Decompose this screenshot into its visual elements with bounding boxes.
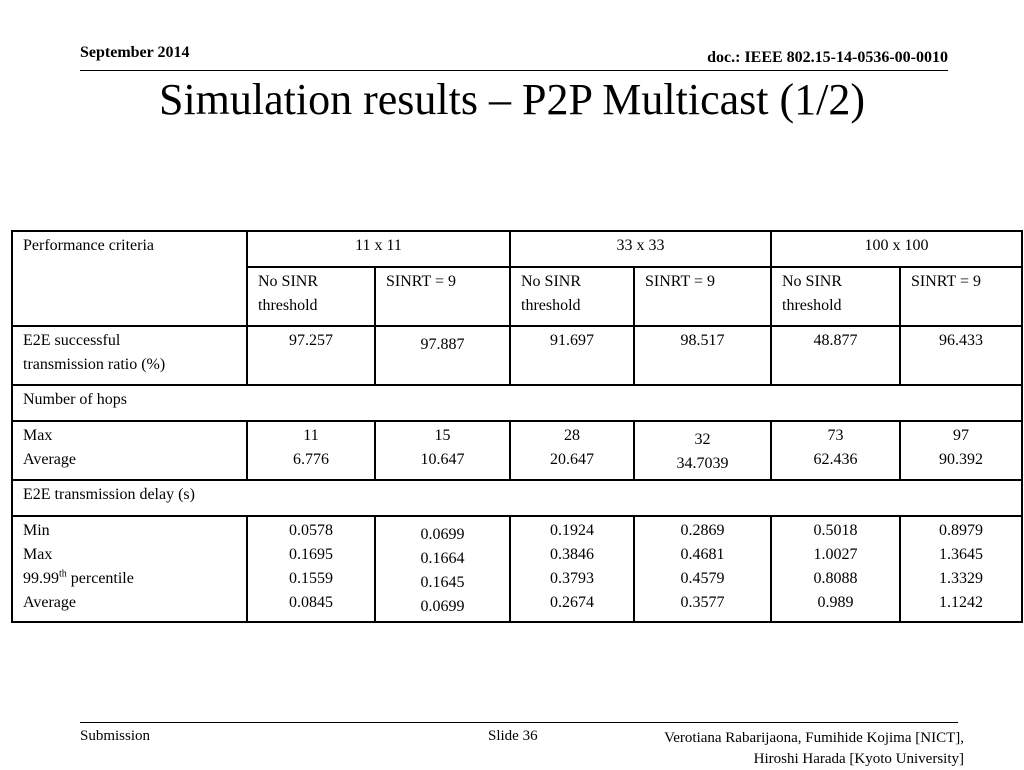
group-header-11x11: 11 x 11 [247, 231, 510, 267]
table-cell: 0.0578 0.1695 0.1559 0.0845 [247, 516, 375, 622]
table-section-row [12, 385, 1022, 421]
group-header-33x33: 33 x 33 [510, 231, 771, 267]
slide-title: Simulation results – P2P Multicast (1/2) [158, 75, 866, 124]
subheader-cell: No SINR threshold [247, 267, 375, 326]
subheader-cell: No SINR threshold [510, 267, 634, 326]
table-cell: 32 34.7039 [634, 421, 771, 480]
results-table [11, 230, 1023, 623]
table-cell: 48.877 [771, 326, 900, 385]
table-cell: 0.2869 0.4681 0.4579 0.3577 [634, 516, 771, 622]
table-row-hops [12, 421, 1022, 480]
table-cell: 98.517 [634, 326, 771, 385]
table-cell: 97 90.392 [900, 421, 1022, 480]
footer-authors [664, 728, 964, 770]
table-cell: 0.5018 1.0027 0.8088 0.989 [771, 516, 900, 622]
subheader-cell: SINRT = 9 [900, 267, 1022, 326]
header-date: September 2014 [80, 44, 190, 61]
table-cell: 0.1924 0.3846 0.3793 0.2674 [510, 516, 634, 622]
table-cell: 73 62.436 [771, 421, 900, 480]
table-cell: 0.0699 0.1664 0.1645 0.0699 [375, 516, 510, 622]
table-cell: 91.697 [510, 326, 634, 385]
footer-slide-number: Slide 36 [488, 728, 538, 744]
table-cell: 28 20.647 [510, 421, 634, 480]
percentile-label: 99.99th percentile [23, 568, 134, 587]
footer-authors-line1: Verotiana Rabarijaona, Fumihide Kojima [NICT], [664, 730, 964, 746]
table-row-delay [12, 516, 1022, 622]
table-row-e2e-ratio [12, 326, 1022, 385]
section-label-hops: Number of hops [12, 385, 1022, 421]
table-cell: 97.887 [375, 326, 510, 385]
corner-cell: Performance criteria [12, 231, 247, 326]
footer-submission: Submission [80, 728, 151, 744]
subheader-cell: SINRT = 9 [375, 267, 510, 326]
table-cell: 0.8979 1.3645 1.3329 1.1242 [900, 516, 1022, 622]
table-header-row [12, 231, 1022, 267]
table-cell: 11 6.776 [247, 421, 375, 480]
table-cell: 97.257 [247, 326, 375, 385]
row-label: Min Max 99.99th percentile Average [12, 516, 247, 622]
table-section-row [12, 480, 1022, 516]
group-header-100x100: 100 x 100 [771, 231, 1022, 267]
table-cell: 96.433 [900, 326, 1022, 385]
subheader-cell: SINRT = 9 [634, 267, 771, 326]
section-label-delay: E2E transmission delay (s) [12, 480, 1022, 516]
table-cell: 15 10.647 [375, 421, 510, 480]
header-doc-id: doc.: IEEE 802.15-14-0536-00-0010 [707, 49, 948, 66]
row-label: E2E successful transmission ratio (%) [12, 326, 247, 385]
row-label: Max Average [12, 421, 247, 480]
footer-divider [80, 722, 958, 723]
subheader-cell: No SINR threshold [771, 267, 900, 326]
footer-authors-line2: Hiroshi Harada [Kyoto University] [753, 751, 964, 767]
